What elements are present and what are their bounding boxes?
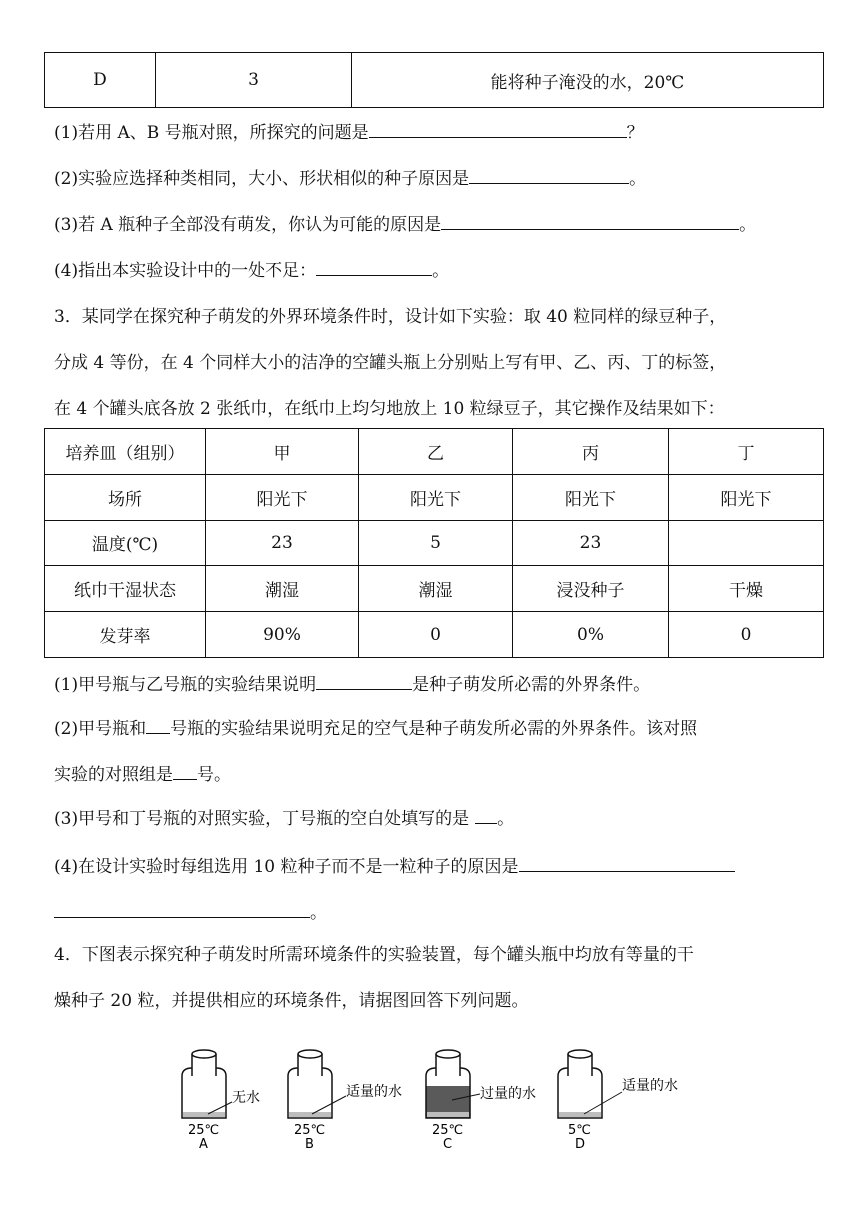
table-cell: 丙 <box>513 429 669 475</box>
jar-temp: 25℃ <box>432 1123 464 1138</box>
question-text: (1)甲号瓶与乙号瓶的实验结果说明 <box>54 675 317 695</box>
q4-intro-line1: 4．下图表示探究种子萌发时所需环境条件的实验装置，每个罐头瓶中均放有等量的干 <box>54 945 694 965</box>
question-text: 号瓶的实验结果说明充足的空气是种子萌发所必需的外界条件。该对照 <box>170 719 698 739</box>
jar-label: 无水 <box>232 1090 260 1106</box>
table-row <box>45 520 824 566</box>
table-cell: 0 <box>669 612 824 658</box>
answer-blank <box>316 274 432 276</box>
answer-blank <box>54 916 310 918</box>
question-text: 实验的对照组是 <box>54 765 173 785</box>
question-text: 号。 <box>197 765 231 785</box>
q3-sub4-line2 <box>54 902 327 924</box>
table-cell: 阳光下 <box>359 474 513 520</box>
question-text: 。 <box>310 903 327 923</box>
question-text: (1)若用 A、B 号瓶对照，所探究的问题是 <box>54 123 369 143</box>
table-cell: 阳光下 <box>206 474 359 520</box>
table-cell: 甲 <box>206 429 359 475</box>
table-cell: 潮湿 <box>206 566 359 612</box>
table-cell: 干燥 <box>669 566 824 612</box>
answer-blank <box>316 688 412 690</box>
answer-blank <box>519 870 735 872</box>
answer-blank <box>146 732 170 734</box>
table-cell: 3 <box>156 53 352 108</box>
table-row <box>45 474 824 520</box>
table-cell <box>669 520 824 566</box>
jar-b <box>288 1050 402 1152</box>
table-cell: 场所 <box>45 474 206 520</box>
table-cell: 温度(℃) <box>45 520 206 566</box>
jar-c <box>426 1050 536 1152</box>
jar-letter: D <box>575 1137 586 1152</box>
table-cell: 能将种子淹没的水，20℃ <box>352 53 824 108</box>
question-text: ？ <box>626 123 644 143</box>
q2-sub1 <box>54 122 644 144</box>
table-cell: 23 <box>513 520 669 566</box>
q3-sub1 <box>54 674 650 696</box>
table-cell: 0 <box>359 612 513 658</box>
answer-blank <box>369 136 627 138</box>
jar-letter: A <box>199 1137 208 1152</box>
top-table <box>44 52 824 108</box>
question-text: 。 <box>739 215 757 235</box>
table-cell: 纸巾干湿状态 <box>45 566 206 612</box>
question-text: 。 <box>629 169 647 189</box>
answer-blank <box>441 228 739 230</box>
table-cell: 23 <box>206 520 359 566</box>
table-cell: 阳光下 <box>513 474 669 520</box>
table-cell: 0% <box>513 612 669 658</box>
answer-blank <box>469 182 629 184</box>
jar-a <box>182 1050 260 1152</box>
seed-germination-jars-diagram <box>170 1040 710 1160</box>
table-cell: 乙 <box>359 429 513 475</box>
answer-blank <box>475 822 497 824</box>
table-cell: 培养皿（组别） <box>45 429 206 475</box>
q2-sub4 <box>54 260 449 282</box>
question-text: (2)甲号瓶和 <box>54 719 147 739</box>
table-cell: 浸没种子 <box>513 566 669 612</box>
jar-temp: 25℃ <box>294 1123 326 1138</box>
q3-sub3 <box>54 808 514 830</box>
q3-sub4 <box>54 856 735 878</box>
question-text: (4)在设计实验时每组选用 10 粒种子而不是一粒种子的原因是 <box>54 857 519 877</box>
jar-temp: 25℃ <box>188 1123 220 1138</box>
question-text: 。 <box>497 809 515 829</box>
answer-blank <box>173 778 197 780</box>
table-cell: 丁 <box>669 429 824 475</box>
question-text: (3)若 A 瓶种子全部没有萌发，你认为可能的原因是 <box>54 215 442 235</box>
jar-letter: C <box>443 1137 453 1152</box>
question-text: (2)实验应选择种类相同，大小、形状相似的种子原因是 <box>54 169 470 189</box>
question-text: 是种子萌发所必需的外界条件。 <box>412 675 651 695</box>
q3-intro-line3: 在 4 个罐头底各放 2 张纸巾，在纸巾上均匀地放上 10 粒绿豆子，其它操作及结果如下： <box>54 399 725 419</box>
jar-label: 过量的水 <box>480 1086 536 1102</box>
table-row <box>45 53 824 108</box>
question-text: 。 <box>432 261 450 281</box>
question-text: (4)指出本实验设计中的一处不足： <box>54 261 317 281</box>
jar-label: 适量的水 <box>346 1084 402 1100</box>
q3-intro-line1: 3．某同学在探究种子萌发的外界环境条件时，设计如下实验：取 40 粒同样的绿豆种子， <box>54 307 727 327</box>
q3-intro-line2: 分成 4 等份，在 4 个同样大小的洁净的空罐头瓶上分别贴上写有甲、乙、丙、丁的标签， <box>54 353 727 373</box>
jar-label: 适量的水 <box>622 1078 678 1094</box>
q2-sub2 <box>54 168 646 190</box>
table-cell: 发芽率 <box>45 612 206 658</box>
table-row <box>45 429 824 475</box>
question-text: (3)甲号和丁号瓶的对照实验，丁号瓶的空白处填写的是 <box>54 809 470 829</box>
table-row <box>45 612 824 658</box>
table-row <box>45 566 824 612</box>
q3-sub2 <box>54 718 697 740</box>
table-cell: 5 <box>359 520 513 566</box>
jar-d <box>558 1050 678 1152</box>
q3-results-table <box>44 428 824 658</box>
q2-sub3 <box>54 214 756 236</box>
table-cell: 阳光下 <box>669 474 824 520</box>
q3-sub2-line2 <box>54 764 231 786</box>
table-cell: D <box>45 53 156 108</box>
table-cell: 潮湿 <box>359 566 513 612</box>
jar-letter: B <box>305 1137 314 1152</box>
q4-intro-line2: 燥种子 20 粒，并提供相应的环境条件，请据图回答下列问题。 <box>54 991 529 1011</box>
table-cell: 90% <box>206 612 359 658</box>
jar-temp: 5℃ <box>568 1123 591 1138</box>
